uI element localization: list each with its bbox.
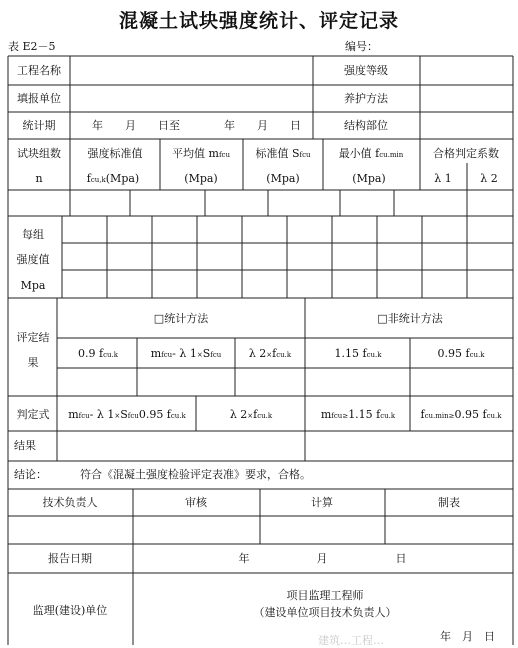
conclusion-label: 结论： bbox=[14, 468, 47, 481]
n-label: n bbox=[35, 172, 43, 185]
form-title: 混凝土试块强度统计、评定记录 bbox=[118, 10, 399, 32]
number-label: 编号： bbox=[345, 40, 378, 53]
nonstat-method-checkbox[interactable]: □非统计方法 bbox=[377, 312, 443, 325]
report-date-year: 年 bbox=[238, 552, 250, 565]
calc-label: 计算 bbox=[311, 496, 333, 509]
conclusion-text: 符合《混凝土强度检验评定表准》要求，合格。 bbox=[80, 468, 311, 481]
mean-unit: (Mpa) bbox=[184, 172, 218, 185]
judgement-formula-3: mfcu≥1.15 fcu.k bbox=[320, 408, 396, 421]
std-value-symbol: fcu,k(Mpa) bbox=[86, 172, 140, 185]
formula-mfcu-lambda1-sfcu: mfcu- λ 1×Sfcu bbox=[150, 347, 222, 360]
std-value-label: 强度标准值 bbox=[87, 147, 143, 160]
judgement-formula-1: mfcu- λ 1×Sfcu0.95 fcu.k bbox=[68, 408, 186, 421]
sample-groups-label: 试块组数 bbox=[17, 147, 61, 160]
each-group-label: 每组 bbox=[22, 228, 44, 241]
lambda2-label: λ 2 bbox=[480, 172, 498, 185]
report-date-month: 月 bbox=[316, 552, 328, 565]
strength-grade-label: 强度等级 bbox=[344, 64, 388, 77]
formula-lambda2-fcuk: λ 2×fcu.k bbox=[248, 347, 292, 360]
judgement-label: 判定式 bbox=[16, 408, 50, 421]
judgement-formula-2: λ 2×fcu.k bbox=[229, 408, 273, 421]
curing-method-label: 养护方法 bbox=[344, 92, 388, 105]
mpa-label: Mpa bbox=[20, 279, 46, 292]
min-unit: (Mpa) bbox=[352, 172, 386, 185]
date-range: 年 月 日至 年 月 日 bbox=[92, 119, 301, 132]
tech-lead-label: 技术负责人 bbox=[42, 496, 98, 509]
formula-1.15fcuk: 1.15 fcu.k bbox=[334, 347, 382, 360]
report-date-day: 日 bbox=[395, 552, 407, 565]
strength-value-label: 强度值 bbox=[16, 253, 50, 266]
project-name-label: 工程名称 bbox=[17, 64, 61, 77]
coef-label: 合格判定系数 bbox=[433, 147, 499, 160]
prepare-label: 制表 bbox=[438, 496, 460, 509]
structure-part-label: 结构部位 bbox=[344, 119, 388, 132]
bottom-date: 年 月 日 bbox=[440, 630, 495, 643]
stdev-label: 标准值 Sfcu bbox=[255, 147, 311, 160]
mean-label: 平均值 mfcu bbox=[172, 147, 230, 160]
stdev-unit: (Mpa) bbox=[266, 172, 300, 185]
form-code: 表 E2－5 bbox=[8, 40, 56, 53]
evaluation-label-1: 评定结 bbox=[16, 331, 50, 344]
formula-0.9fcuk: 0.9 fcu.k bbox=[78, 347, 118, 360]
judgement-formula-4: fcu.min≥0.95 fcu.k bbox=[420, 408, 502, 421]
stat-method-checkbox[interactable]: □统计方法 bbox=[153, 312, 209, 325]
report-date-label: 报告日期 bbox=[48, 552, 92, 565]
evaluation-label-2: 果 bbox=[27, 356, 39, 369]
formula-0.95fcuk: 0.95 fcu.k bbox=[437, 347, 485, 360]
supervisor-subtitle: （建设单位项目技术负责人） bbox=[253, 606, 397, 619]
supervisor-title: 项目监理工程师 bbox=[286, 589, 364, 602]
stat-period-label: 统计期 bbox=[22, 119, 56, 132]
supervision-unit-label: 监理(建设)单位 bbox=[32, 604, 108, 617]
reporting-unit-label: 填报单位 bbox=[17, 92, 61, 105]
min-label: 最小值 fcu.min bbox=[338, 147, 404, 160]
result-label: 结果 bbox=[14, 439, 36, 452]
lambda1-label: λ 1 bbox=[434, 172, 452, 185]
review-label: 审核 bbox=[185, 496, 207, 509]
watermark: 建筑…工程… bbox=[318, 634, 384, 647]
